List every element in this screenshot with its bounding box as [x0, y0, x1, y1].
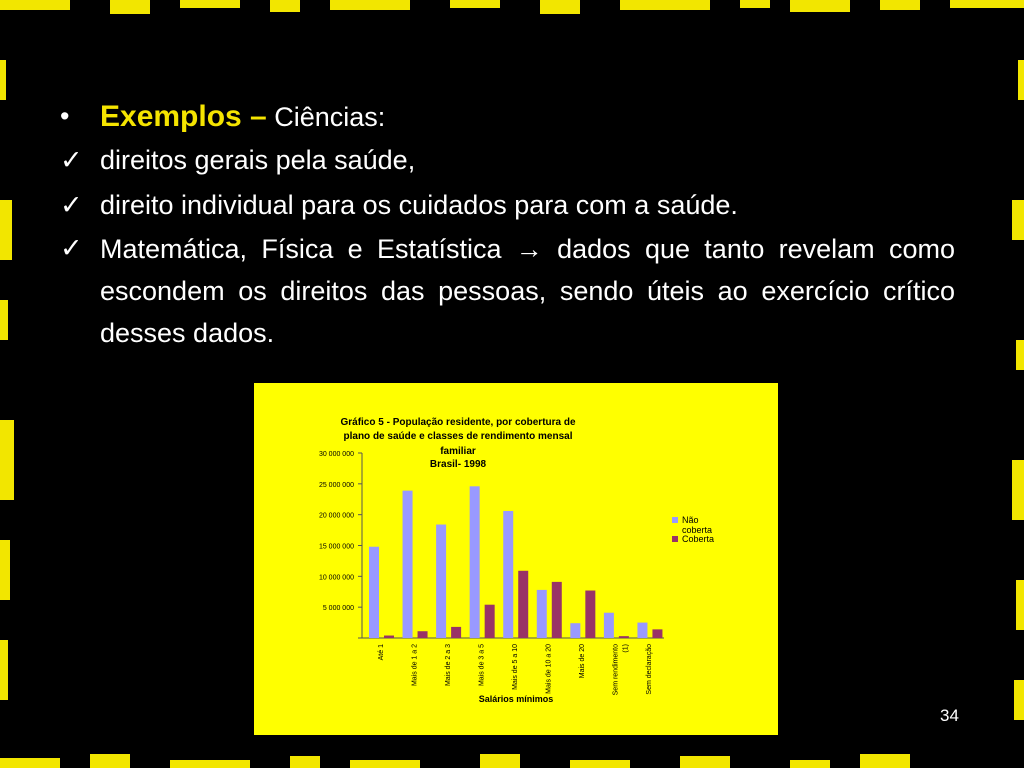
y-tick-label: 25 000 000 — [318, 481, 354, 489]
bar-coberta — [552, 582, 562, 638]
x-tick-label: Mais de 3 a 5 — [478, 644, 486, 687]
chart-title-line: Gráfico 5 - População residente, por cobertura de — [340, 417, 576, 428]
check-icon: ✓ — [60, 233, 83, 263]
border-block — [0, 420, 14, 500]
bar-coberta — [652, 629, 662, 638]
border-block — [880, 0, 920, 10]
border-block — [0, 300, 8, 340]
chart-title-line: Brasil- 1998 — [429, 459, 487, 470]
bar-coberta — [585, 591, 595, 638]
border-block — [1016, 580, 1024, 630]
border-block — [350, 760, 420, 768]
x-tick-label: Até 1 — [377, 644, 385, 661]
legend-label: Coberta — [682, 534, 715, 544]
border-block — [170, 760, 250, 768]
x-tick-label: Mais de 10 a 20 — [545, 644, 553, 694]
chart-title-line: familiar — [440, 446, 476, 457]
legend-label: coberta — [682, 525, 713, 535]
border-block — [1012, 460, 1024, 520]
border-block — [680, 756, 730, 768]
chart-panel — [254, 383, 778, 735]
check-icon: ✓ — [60, 145, 83, 175]
border-block — [0, 640, 8, 700]
border-block — [740, 0, 770, 8]
page-number: 34 — [940, 706, 959, 725]
list-item: ✓ Matemática, Física e Estatística → dados que tanto revelam como escondem os direitos das pessoas, sendo úteis ao exercício crítico desses dados. — [60, 228, 955, 354]
legend-swatch-nao-coberta — [672, 517, 678, 523]
bar-nao-coberta — [436, 525, 446, 638]
bar-nao-coberta — [470, 486, 480, 638]
x-tick-label: Mais de 5 a 10 — [512, 644, 519, 690]
bar-coberta — [485, 605, 495, 638]
border-block — [1018, 60, 1024, 100]
border-block — [1016, 340, 1024, 370]
list-item: ✓ direito individual para os cuidados para com a saúde. — [60, 185, 955, 226]
border-block — [1014, 680, 1024, 720]
bar-chart — [254, 383, 778, 735]
border-block — [540, 0, 580, 14]
y-tick-label: 20 000 000 — [318, 512, 354, 520]
border-block — [790, 0, 850, 12]
bullet-list — [60, 96, 955, 354]
legend-label: Não — [682, 515, 699, 525]
y-tick-label: 15 000 000 — [318, 543, 354, 551]
bar-coberta — [619, 636, 629, 638]
bar-coberta — [384, 636, 394, 638]
bar-coberta — [418, 631, 428, 638]
border-block — [570, 760, 630, 768]
border-block — [0, 0, 70, 10]
frame-top — [0, 0, 1024, 8]
border-block — [290, 756, 320, 768]
list-item: ✓ direitos gerais pela saúde, — [60, 140, 955, 181]
border-block — [270, 0, 300, 12]
legend-swatch-coberta — [672, 536, 678, 542]
border-block — [950, 0, 1024, 8]
bar-nao-coberta — [570, 623, 580, 638]
border-block — [790, 760, 830, 768]
border-block — [180, 0, 240, 8]
x-tick-label: Sem declaração — [646, 644, 654, 695]
bar-coberta — [451, 627, 461, 638]
border-block — [0, 758, 60, 768]
bar-nao-coberta — [503, 511, 513, 638]
x-tick-label: Sem rendimento — [612, 644, 620, 696]
heading-strong: Exemplos – — [100, 100, 267, 133]
y-tick-label: 5 000 000 — [322, 605, 354, 613]
heading-rest: Ciências: — [274, 102, 386, 132]
bar-nao-coberta — [537, 590, 547, 638]
border-block — [110, 0, 150, 14]
x-axis-title: Salários mínimos — [478, 694, 554, 704]
y-tick-label: 30 000 000 — [318, 451, 354, 458]
bar-coberta — [518, 571, 528, 638]
heading-row — [60, 96, 955, 138]
x-tick-label: Mais de 20 — [579, 644, 587, 679]
border-block — [480, 754, 520, 768]
border-block — [620, 0, 710, 10]
bar-nao-coberta — [637, 623, 647, 638]
y-tick-label: 10 000 000 — [318, 574, 354, 582]
border-block — [90, 754, 130, 768]
bullet-glyph: • — [60, 101, 70, 131]
border-block — [0, 60, 6, 100]
border-block — [330, 0, 410, 10]
border-block — [0, 540, 10, 600]
x-tick-label: Mais de 2 a 3 — [444, 644, 452, 687]
chart-title-line: plano de saúde e classes de rendimento mensal — [343, 431, 573, 442]
border-block — [0, 200, 12, 260]
bar-nao-coberta — [403, 491, 413, 638]
border-block — [1012, 200, 1024, 240]
border-block — [860, 754, 910, 768]
border-block — [450, 0, 500, 8]
check-icon: ✓ — [60, 190, 83, 220]
bar-nao-coberta — [369, 547, 379, 638]
x-tick-label: (1) — [622, 644, 630, 653]
bar-nao-coberta — [604, 613, 614, 638]
x-tick-label: Mais de 1 a 2 — [411, 644, 419, 687]
